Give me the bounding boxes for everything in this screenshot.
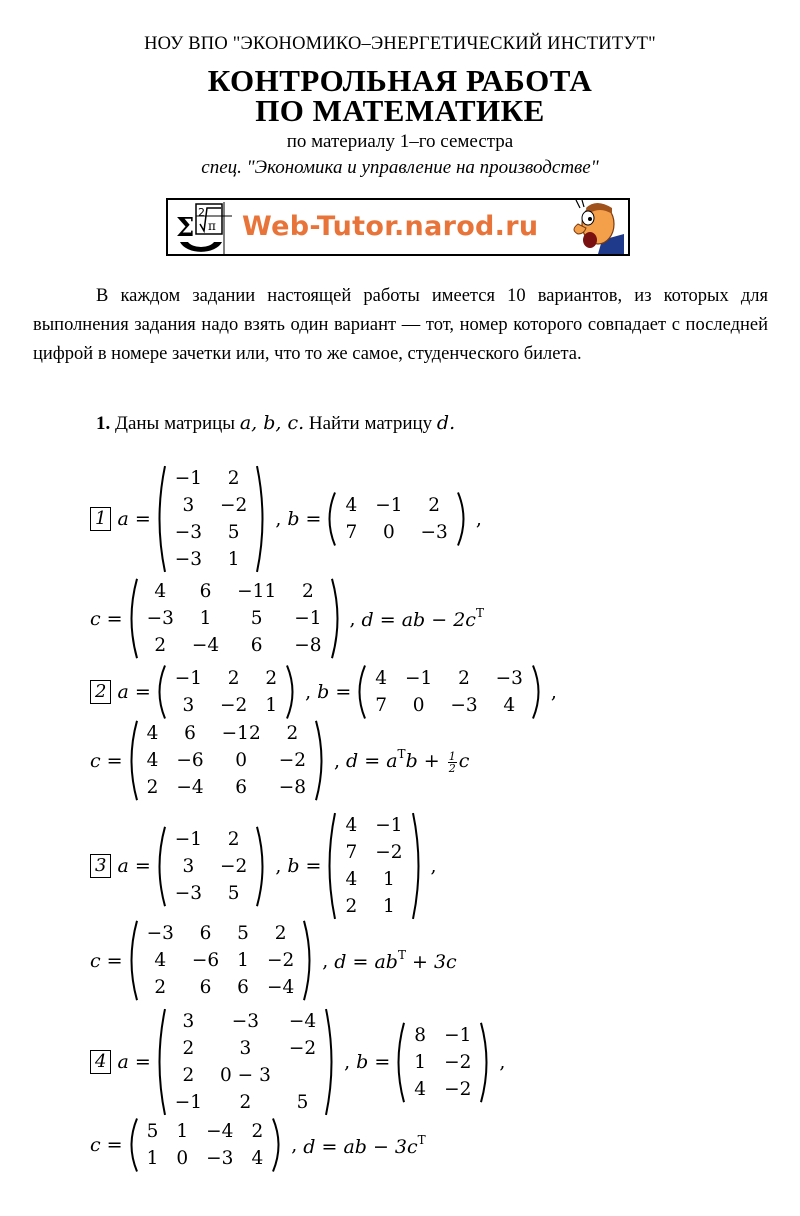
matrix-cell: −3 xyxy=(146,923,174,944)
matrix-b-grid xyxy=(337,812,410,920)
left-paren-icon xyxy=(153,1008,167,1116)
matrix-c xyxy=(125,1118,286,1172)
matrix-c xyxy=(125,720,328,801)
matrix-cell: 4 xyxy=(375,668,388,689)
matrix-cell: 6 xyxy=(199,581,212,602)
matrix-a xyxy=(153,1008,338,1116)
sigma-root-pi-logo-icon xyxy=(174,202,234,254)
matrix-cell: 4 xyxy=(345,815,358,836)
left-paren-icon xyxy=(153,826,167,907)
matrix-cell: −1 xyxy=(294,608,322,629)
matrix-cell: 0 xyxy=(412,695,425,716)
right-paren-icon xyxy=(314,720,328,801)
matrix-cell: −4 xyxy=(288,1011,317,1032)
formula-d: d = ab − $2c^T$ xyxy=(361,606,484,631)
matrix-cell: −2 xyxy=(375,842,403,863)
matrix-cell: 2 xyxy=(286,723,299,744)
variant-number-box: 1 xyxy=(90,507,111,531)
matrix-cell: 2 xyxy=(154,635,167,656)
task-target: d. xyxy=(436,412,456,434)
matrix-cell: 4 xyxy=(154,950,167,971)
matrix-cell: 4 xyxy=(345,495,358,516)
comma: , xyxy=(291,1134,298,1156)
transpose-superscript: T xyxy=(397,948,406,962)
matrix-cell: 2 xyxy=(301,581,314,602)
matrix-a-grid xyxy=(167,465,256,573)
variant-number-box: 3 xyxy=(90,854,111,878)
matrix-cell: 1 xyxy=(237,950,249,971)
matrix-cell: 2 xyxy=(154,977,167,998)
matrix-cell: −3 xyxy=(174,549,203,570)
matrix-cell: 3 xyxy=(239,1038,252,1059)
label-c-eq: c = xyxy=(90,749,123,772)
matrix-cell: 2 xyxy=(274,923,287,944)
matrix-cell: 4 xyxy=(503,695,516,716)
document-subtitle: по материалу 1–го семестра xyxy=(286,131,514,152)
matrix-cell: 5 xyxy=(296,1092,309,1113)
label-c-eq: c = xyxy=(90,949,123,972)
matrix-c-grid xyxy=(139,1118,272,1172)
banner-site-name: Web-Tutor.narod.ru xyxy=(242,211,539,242)
matrix-cell: 0 xyxy=(176,1148,189,1169)
svg-text:2: 2 xyxy=(198,206,205,219)
comma: , xyxy=(305,681,312,703)
matrix-cell xyxy=(289,1062,316,1089)
comma: , xyxy=(322,949,329,972)
matrix-cell: 1 xyxy=(265,695,278,716)
matrix-cell: −1 xyxy=(174,828,203,850)
matrix-cell: −1 xyxy=(174,668,203,689)
comma-end: , xyxy=(550,681,557,703)
formula-d: d = ab − $3c^T$ xyxy=(303,1132,426,1158)
fraction-numerator: 1 xyxy=(448,749,456,763)
matrix-cell: 2 xyxy=(345,896,358,917)
label-a-eq: a = xyxy=(117,1051,151,1073)
matrix-cell: 2 xyxy=(227,668,240,689)
matrix-cell: −2 xyxy=(266,950,295,971)
label-a-eq: a = xyxy=(117,508,151,530)
matrix-c-grid xyxy=(139,578,330,659)
matrix-cell: 4 xyxy=(146,723,159,744)
transpose-superscript: T xyxy=(417,1132,426,1147)
matrix-cell: 4 xyxy=(414,1078,427,1100)
matrix-cell: 2 xyxy=(182,1065,195,1086)
formula-d: $d = ab^T + 3c$ xyxy=(334,948,457,973)
matrix-cell: 5 xyxy=(227,882,240,904)
variant-2-ab-row xyxy=(90,665,563,719)
left-paren-icon xyxy=(353,665,367,719)
variant-number-box: 4 xyxy=(90,1050,111,1074)
left-paren-icon xyxy=(323,812,337,920)
matrix-cell: −2 xyxy=(444,1078,472,1100)
matrix-a-grid xyxy=(167,826,256,907)
left-paren-icon xyxy=(323,492,337,546)
matrix-a xyxy=(153,665,299,719)
matrix-cell: −12 xyxy=(221,723,261,744)
right-paren-icon xyxy=(302,920,316,1001)
matrix-cell: 7 xyxy=(375,695,388,716)
matrix-cell: 3 xyxy=(182,695,195,716)
variant-number-box: 2 xyxy=(90,680,111,704)
matrix-cell: 1 xyxy=(176,1121,189,1142)
matrix-cell: −2 xyxy=(220,695,248,716)
transpose-superscript: T xyxy=(475,606,484,620)
matrix-cell: 1 xyxy=(383,869,395,890)
matrix-cell: 6 xyxy=(184,723,196,744)
variant-2-c-row xyxy=(90,720,469,801)
matrix-a-grid xyxy=(167,665,285,719)
matrix-cell: −1 xyxy=(405,668,433,689)
matrix-cell: 6 xyxy=(237,977,249,998)
svg-text:Σ: Σ xyxy=(176,213,195,243)
matrix-a xyxy=(153,826,270,907)
comma: , xyxy=(344,1051,351,1073)
document-title-line2: ПО МАТЕМАТИКЕ xyxy=(255,93,545,128)
matrix-cell: −8 xyxy=(278,777,306,798)
left-paren-icon xyxy=(153,465,167,573)
matrix-cell: −4 xyxy=(176,777,204,798)
matrix-cell: 1 xyxy=(227,549,240,570)
variant-4-ab-row xyxy=(90,1008,511,1116)
right-paren-icon xyxy=(479,1022,493,1103)
matrix-a-grid xyxy=(167,1008,324,1116)
matrix-b xyxy=(392,1022,493,1103)
left-paren-icon xyxy=(153,665,167,719)
matrix-cell: −6 xyxy=(176,750,204,771)
matrix-cell: −8 xyxy=(294,635,322,656)
matrix-cell: −3 xyxy=(174,882,203,904)
matrix-cell: −3 xyxy=(206,1148,234,1169)
matrix-cell: 2 xyxy=(227,468,240,489)
matrix-cell: −1 xyxy=(174,468,203,489)
matrix-b xyxy=(323,492,469,546)
matrix-cell: 3 xyxy=(182,495,195,516)
label-a-eq: a = xyxy=(117,855,151,877)
matrix-b xyxy=(353,665,545,719)
comma: , xyxy=(275,855,282,877)
left-paren-icon xyxy=(125,578,139,659)
matrix-cell: 6 xyxy=(235,777,248,798)
left-paren-icon xyxy=(392,1022,406,1103)
matrix-cell: 1 xyxy=(383,896,395,917)
matrix-cell: 1 xyxy=(146,1148,159,1169)
left-paren-icon xyxy=(125,920,139,1001)
right-paren-icon xyxy=(255,465,269,573)
matrix-a xyxy=(153,465,270,573)
matrix-cell: −3 xyxy=(146,608,174,629)
matrix-cell: −1 xyxy=(375,495,403,516)
surprised-man-cartoon-icon xyxy=(568,200,624,254)
formula-d: $d = a^Tb$ + $\frac{1}{2}$ c xyxy=(346,747,470,775)
matrix-b xyxy=(323,812,424,920)
matrix-cell: 0 xyxy=(235,750,248,771)
matrix-cell: 6 xyxy=(199,923,212,944)
matrix-cell: 6 xyxy=(199,977,212,998)
matrix-cell: −3 xyxy=(231,1011,260,1032)
right-paren-icon xyxy=(255,826,269,907)
matrix-cell: 2 xyxy=(182,1038,195,1059)
left-paren-icon xyxy=(125,720,139,801)
document-title-line1: КОНТРОЛЬНАЯ РАБОТА xyxy=(207,63,593,98)
matrix-cell: −3 xyxy=(495,668,523,689)
right-paren-icon xyxy=(285,665,299,719)
right-paren-icon xyxy=(456,492,470,546)
matrix-cell: −3 xyxy=(174,522,203,543)
matrix-cell: −1 xyxy=(375,815,403,836)
matrix-cell: 3 xyxy=(182,855,195,877)
matrix-cell: 2 xyxy=(146,777,159,798)
matrix-cell: 4 xyxy=(345,869,358,890)
right-paren-icon xyxy=(271,1118,285,1172)
matrix-cell: 4 xyxy=(251,1148,264,1169)
matrix-cell: −2 xyxy=(220,855,248,877)
matrix-cell: 2 xyxy=(251,1121,264,1142)
matrix-cell: −4 xyxy=(191,635,220,656)
variant-4-c-row xyxy=(90,1118,426,1172)
matrix-cell: −11 xyxy=(237,581,277,602)
right-paren-icon xyxy=(411,812,425,920)
matrix-cell: 2 xyxy=(265,668,278,689)
variant-1-ab-row xyxy=(90,465,488,573)
comma-end: , xyxy=(499,1051,506,1073)
web-tutor-banner[interactable] xyxy=(166,198,630,256)
matrix-cell: 5 xyxy=(237,923,249,944)
transpose-superscript: T xyxy=(397,747,406,762)
task-number: 1. xyxy=(96,413,111,434)
label-a-eq: a = xyxy=(117,681,151,703)
intro-paragraph: В каждом задании настоящей работы имеется 10 вариантов, из которых для выполнения задания надо взять один вариант — тот, номер которого совпадает с последней цифрой в номере зачетки или, что то же самое, студенческого билета. xyxy=(33,286,768,364)
matrix-cell: −4 xyxy=(206,1121,234,1142)
label-b-eq: b = xyxy=(287,508,322,530)
matrix-cell: 2 xyxy=(428,495,441,516)
fraction-one-half xyxy=(448,751,457,774)
matrix-cell: 1 xyxy=(199,608,212,629)
matrix-cell: 2 xyxy=(227,828,240,850)
matrix-cell: 5 xyxy=(227,522,240,543)
matrix-cell: −2 xyxy=(444,1051,472,1073)
task-text-after: Найти матрицу xyxy=(308,413,433,434)
matrix-cell: 8 xyxy=(414,1024,427,1046)
matrix-cell: 2 xyxy=(458,668,470,689)
comma: , xyxy=(334,749,341,772)
label-c-eq: c = xyxy=(90,1134,123,1156)
comma-end: , xyxy=(430,855,437,877)
matrix-c-grid xyxy=(139,920,303,1001)
matrix-b-grid xyxy=(337,492,455,546)
matrix-cell: 4 xyxy=(154,581,167,602)
right-paren-icon xyxy=(330,578,344,659)
left-paren-icon xyxy=(125,1118,139,1172)
matrix-cell: 7 xyxy=(345,842,358,863)
fraction-denominator: 2 xyxy=(448,761,456,775)
label-c-eq: c = xyxy=(90,607,123,630)
task-1-statement xyxy=(96,412,455,435)
matrix-cell: −2 xyxy=(220,495,248,516)
matrix-cell: −3 xyxy=(450,695,478,716)
matrix-cell: 5 xyxy=(146,1121,159,1142)
matrix-cell: −1 xyxy=(444,1024,472,1046)
svg-text:π: π xyxy=(208,219,216,233)
right-paren-icon xyxy=(531,665,545,719)
matrix-cell: 1 xyxy=(414,1051,427,1073)
label-b-eq: b = xyxy=(356,1051,391,1073)
document-specialty: спец. "Экономика и управление на производстве" xyxy=(201,157,599,178)
matrix-cell: 7 xyxy=(345,522,358,543)
matrix-cell: 0 xyxy=(383,522,395,543)
institution-name: НОУ ВПО "ЭКОНОМИКО–ЭНЕРГЕТИЧЕСКИЙ ИНСТИТУТ" xyxy=(144,34,656,54)
matrix-cell: −4 xyxy=(266,977,295,998)
right-paren-icon xyxy=(324,1008,338,1116)
task-vars: a, b, c. xyxy=(239,412,305,434)
matrix-cell: 5 xyxy=(250,608,263,629)
matrix-cell: −3 xyxy=(420,522,448,543)
variant-1-c-row xyxy=(90,578,484,659)
variant-3-ab-row xyxy=(90,812,443,920)
matrix-b-grid xyxy=(367,665,531,719)
matrix-cell: 3 xyxy=(182,1011,195,1032)
task-text-before: Даны матрицы xyxy=(115,413,236,434)
matrix-c-grid xyxy=(139,720,314,801)
matrix-cell: −2 xyxy=(288,1038,317,1059)
matrix-c xyxy=(125,920,317,1001)
matrix-cell: −6 xyxy=(191,950,220,971)
comma: , xyxy=(275,508,282,530)
matrix-c xyxy=(125,578,344,659)
matrix-cell: 4 xyxy=(146,750,159,771)
matrix-cell: 6 xyxy=(250,635,263,656)
matrix-cell: −1 xyxy=(174,1092,203,1113)
comma-end: , xyxy=(475,508,482,530)
comma: , xyxy=(349,607,356,630)
label-b-eq: b = xyxy=(317,681,352,703)
variant-3-c-row xyxy=(90,920,457,1001)
matrix-cell: −2 xyxy=(278,750,306,771)
matrix-cell: 2 xyxy=(239,1092,252,1113)
matrix-b-grid xyxy=(406,1022,479,1103)
label-b-eq: b = xyxy=(287,855,322,877)
matrix-cell: 0 − 3 xyxy=(220,1065,271,1086)
